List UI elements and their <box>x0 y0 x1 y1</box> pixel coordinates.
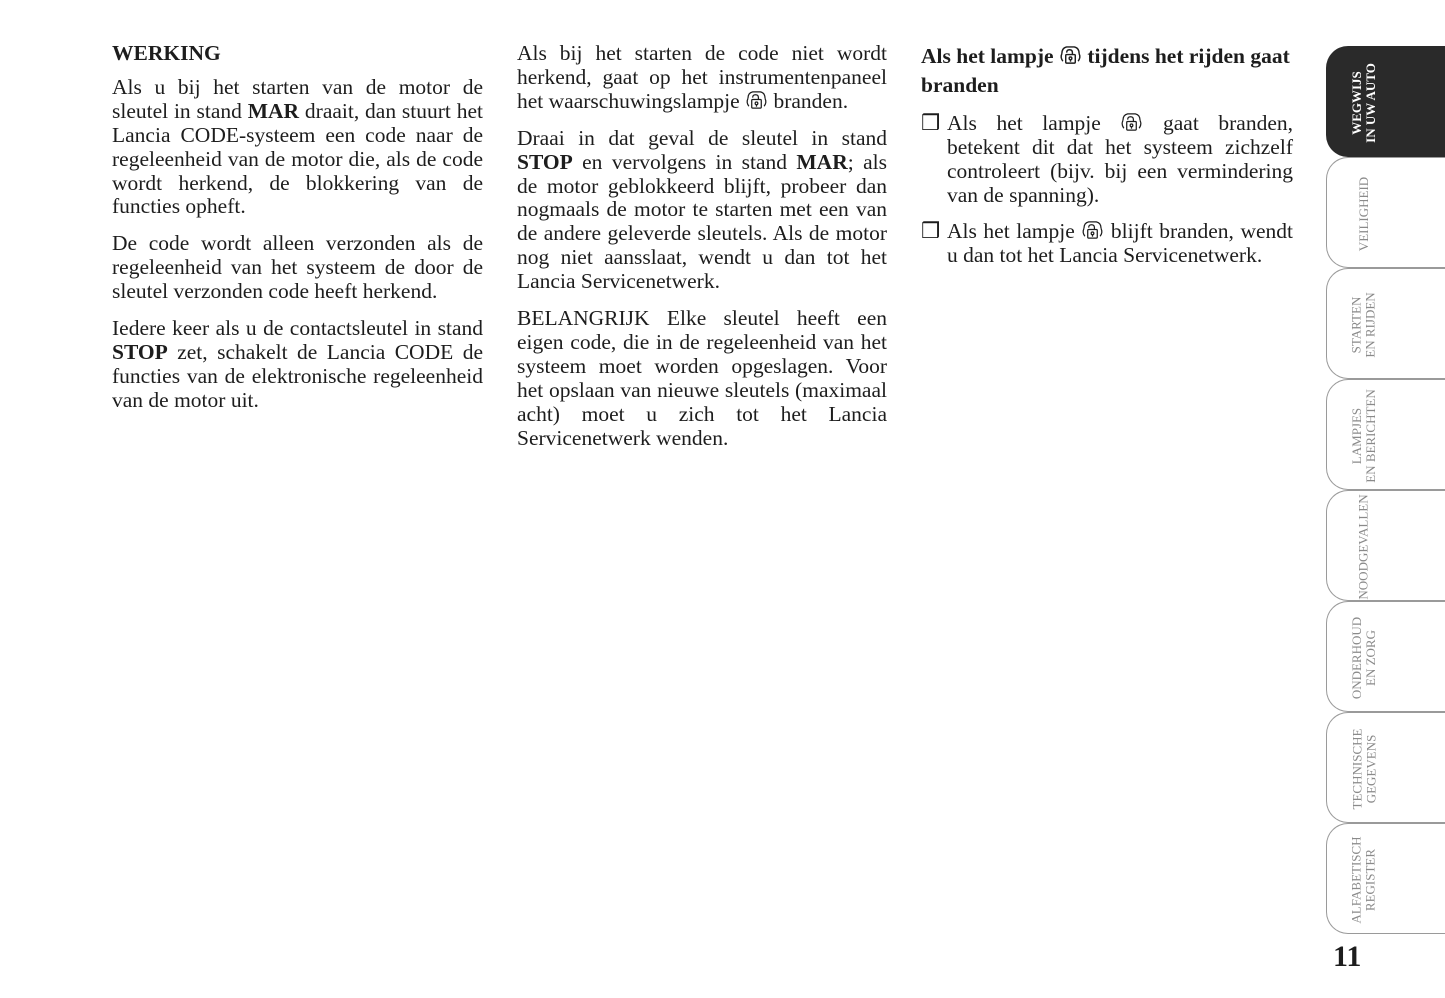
paragraph-5: Draai in dat geval de sleutel in stand STOP en vervolgens in stand MAR; als de motor geblokkeerd blijft, probeer dan nogmaals de motor te starten met een van de andere geleverde sleutels. Als de motor nog niet aansslaat, wendt u dan tot het Lancia Servicenetwerk. <box>517 125 887 294</box>
tab-label-line2: EN BERICHTEN <box>1363 388 1378 483</box>
tab-label-line1: VEILIGHEID <box>1356 176 1371 251</box>
checkbox-bullet-icon: ❒ <box>921 111 941 135</box>
tab-onderhoud[interactable] <box>1326 601 1445 712</box>
tab-label-line2: EN RIJDEN <box>1363 291 1379 358</box>
tab-label-line2: IN UW AUTO <box>1363 62 1378 143</box>
tab-label-line1: NOODGEVALLEN <box>1356 493 1372 600</box>
tab-noodgevallen[interactable] <box>1326 490 1445 601</box>
key-immobilizer-icon <box>1059 45 1082 66</box>
list-item: ❒ Als het lampje blijft branden, wendt u dan tot het Lancia Servicenetwerk. <box>921 218 1294 267</box>
key-immobilizer-icon <box>1081 220 1104 241</box>
section-heading: WERKING <box>112 41 221 65</box>
paragraph-3: Iedere keer als u de contactsleutel in stand STOP zet, schakelt de Lancia CODE de functies van de elektronische regeleenheid van de motor uit. <box>112 316 483 412</box>
tab-technische-gegevens[interactable] <box>1326 712 1445 823</box>
tab-alfabetisch-register[interactable] <box>1326 823 1445 934</box>
tab-wegwijs[interactable] <box>1326 46 1445 157</box>
subsection-heading: Als het lampje tijdens het rijden gaat branden <box>921 44 1290 97</box>
tab-label-line1: STARTEN <box>1349 296 1365 353</box>
tab-label-line1: LAMPJES <box>1349 407 1364 464</box>
tab-starten[interactable] <box>1326 268 1445 379</box>
key-immobilizer-icon <box>745 90 768 111</box>
tab-label-line2: REGISTER <box>1363 848 1378 911</box>
tab-label-line1: ONDERHOUD <box>1349 616 1364 699</box>
column-1 <box>112 42 483 426</box>
checkbox-bullet-icon: ❒ <box>921 218 941 243</box>
paragraph-2: De code wordt alleen verzonden als de regeleenheid van het systeem de door de sleutel verzonden code heeft herkend. <box>112 231 483 304</box>
paragraph-6: BELANGRIJK Elke sleutel heeft een eigen code, die in de regeleenheid van het systeem moet worden opgeslagen. Voor het opslaan van nieuwe sleutels (maximaal acht) moet u zich tot het Lancia Servicenetwerk wenden. <box>517 306 887 450</box>
tab-label-line1: ALFABETISCH <box>1349 835 1364 924</box>
paragraph-4: Als bij het starten de code niet wordt herkend, gaat op het instrumentenpaneel het waarschuwingslampje branden. <box>517 41 887 113</box>
key-immobilizer-icon <box>1120 112 1143 133</box>
page-number: 11 <box>1333 940 1362 973</box>
tab-label-line2: GEGEVENS <box>1363 734 1379 803</box>
column-3 <box>921 42 1293 279</box>
tab-label-line1: WEGWIJS <box>1349 70 1364 135</box>
tab-lampjes[interactable] <box>1326 379 1445 490</box>
paragraph-1: Als u bij het starten van de motor de sleutel in stand MAR draait, dan stuurt het Lancia CODE-systeem een code naar de regeleenheid van de motor die, als de code wordt herkend, de blokkering van de functies opheft. <box>112 74 483 219</box>
chapter-tabs <box>1326 46 1445 932</box>
tab-label-line1: TECHNISCHE <box>1349 728 1365 809</box>
tab-veiligheid[interactable] <box>1326 157 1445 268</box>
column-2 <box>517 42 887 464</box>
list-item: ❒ Als het lampje gaat branden, betekent dit dat het systeem zichzelf controleert (bijv. bij een vermindering van de spanning). <box>921 111 1294 207</box>
tab-label-line2: EN ZORG <box>1363 629 1378 686</box>
